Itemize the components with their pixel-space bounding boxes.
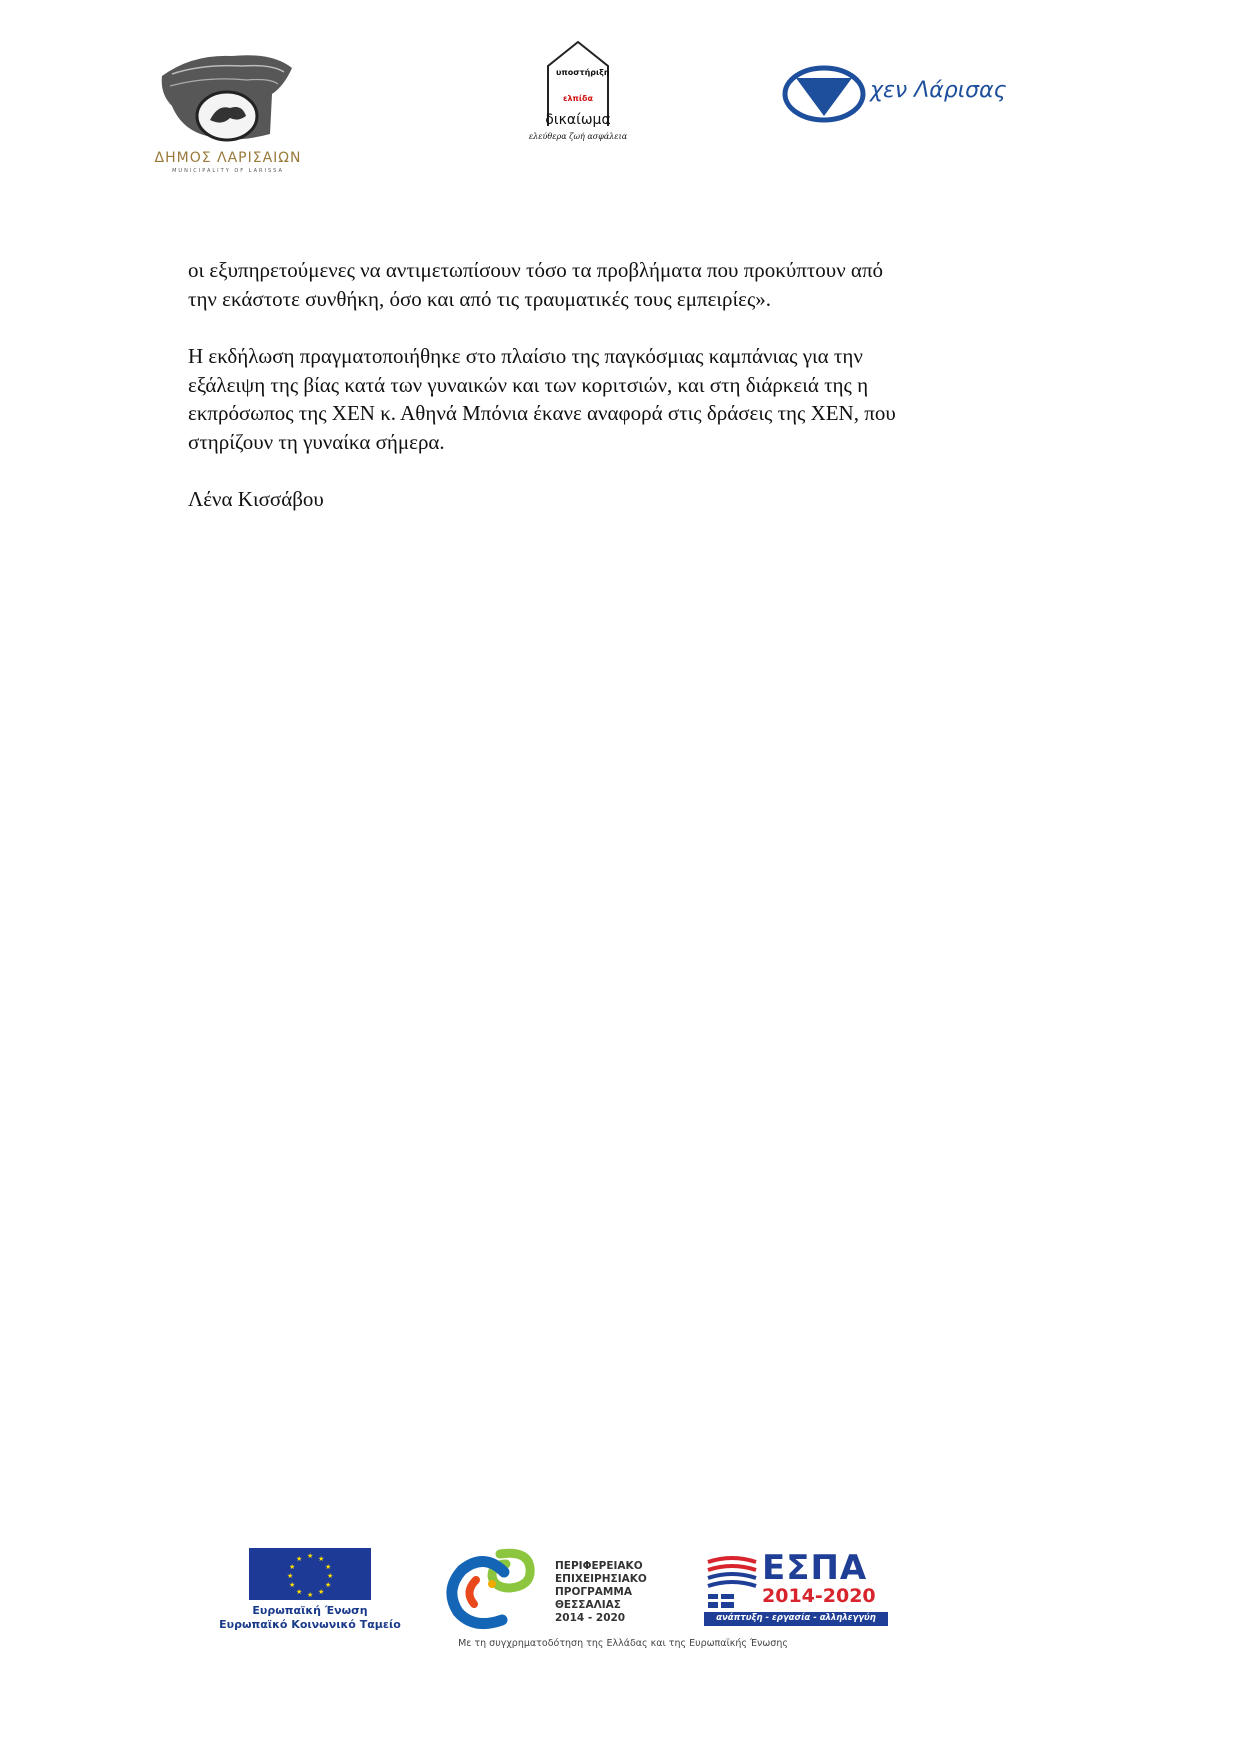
eu-flag-icon: ★ ★ ★ ★ ★ ★ ★ ★ ★ ★ ★ ★ (249, 1548, 371, 1600)
house-text-hope: ελπίδα (563, 94, 593, 103)
regional-program-swirl-icon (440, 1546, 540, 1630)
xen-larisas-text: χεν Λάρισας (870, 78, 1007, 103)
espa-stripes-icon (704, 1554, 760, 1610)
eu-social-fund-label: Ευρωπαϊκό Κοινωνικό Ταμείο (219, 1618, 401, 1631)
house-text-support: υποστήριξη (556, 68, 610, 77)
espa-slogan: ανάπτυξη - εργασία - αλληλεγγύη (716, 1613, 876, 1623)
house-text-bottom: ελεύθερα ζωή ασφάλεια (528, 132, 628, 141)
eu-union-label: Ευρωπαϊκή Ένωση (252, 1604, 368, 1617)
paragraph: οι εξυπηρετούμενες να αντιμετωπίσουν τόσο τα προβλήματα που προκύπτουν από την εκάστοτε συνθήκη, όσο και από τις τραυματικές τους εμπειρίες». (188, 258, 884, 311)
paragraph: Η εκδήλωση πραγματοποιήθηκε στο πλαίσιο της παγκόσμιας καμπάνιας για την εξάλειψη της βίας κατά των γυναικών και των κοριτσιών, και στη διάρκειά της η εκπρόσωπος της ΧΕΝ κ. Αθηνά Μπόνια έκανε αναφορά στις δράσεις της ΧΕΝ, που στηρίζουν τη γυναίκα σήμερα. (188, 344, 896, 454)
house-rights-logo (520, 38, 636, 146)
author-signature: Λένα Κισσάβου (188, 487, 324, 511)
xen-triangle-icon (782, 64, 866, 124)
dimos-name: ΔΗΜΟΣ ΛΑΡΙΣΑΙΩΝ (154, 150, 302, 166)
article-body (188, 256, 1068, 514)
dimos-emblem-icon (152, 46, 302, 146)
regional-program-text: ΠΕΡΙΦΕΡΕΙΑΚΟ ΕΠΙΧΕΙΡΗΣΙΑΚΟ ΠΡΟΓΡΑΜΜΑ ΘΕΣΣΑΛΙΑΣ 2014 - 2020 (555, 1560, 647, 1624)
house-text-right: δικαίωμα (545, 112, 611, 128)
espa-logo (704, 1548, 894, 1626)
espa-word: ΕΣΠΑ (762, 1548, 868, 1588)
xen-larisas-logo (782, 64, 1032, 124)
dimos-larisaion-logo (148, 46, 308, 178)
cofunding-statement: Με τη συγχρηματοδότηση της Ελλάδας και της Ευρωπαϊκής Ένωσης (458, 1638, 788, 1649)
dimos-subtitle: MUNICIPALITY OF LARISSA (172, 168, 284, 174)
espa-years: 2014-2020 (762, 1585, 876, 1607)
